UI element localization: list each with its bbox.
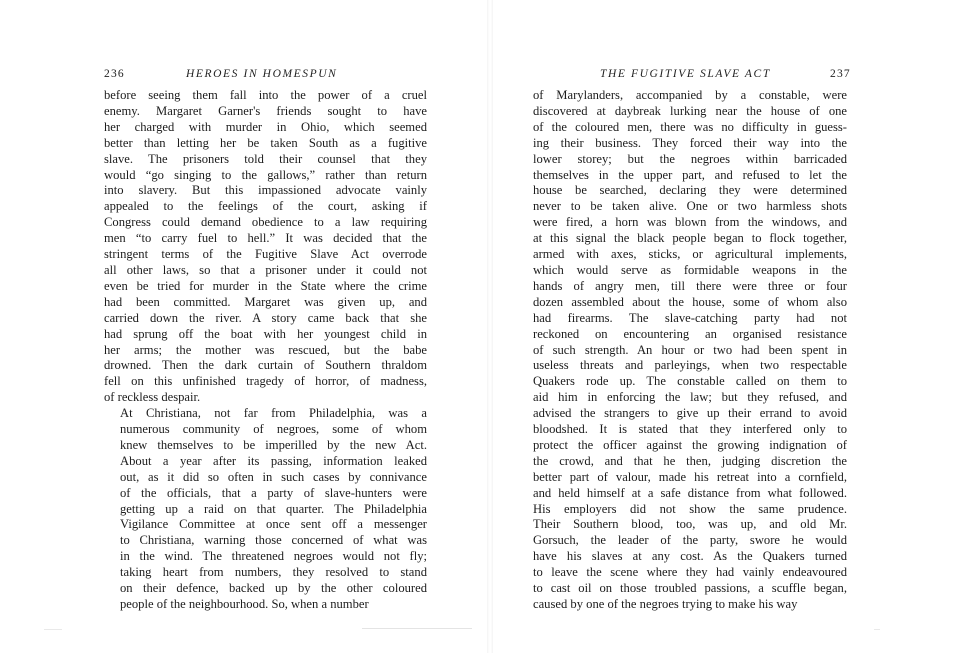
text-line: never to be taken alive. One or two harmless shots bbox=[533, 199, 847, 214]
text-line: advised the strangers to give up their errand to avoid bbox=[533, 406, 847, 421]
text-line: her charged with murder in Ohio, which seemed bbox=[104, 119, 427, 134]
text-line: Gorsuch, the leader of the party, swore he would bbox=[533, 533, 847, 548]
text-line: had been committed. Margaret was given up, and bbox=[104, 294, 427, 309]
text-line: appealed to the feelings of the court, asking if bbox=[104, 199, 427, 214]
text-line: knew themselves to be imperilled by the new Act. bbox=[120, 437, 427, 452]
right-running-head: THE FUGITIVE SLAVE ACT bbox=[600, 68, 771, 80]
text-line: His employers did not show the same prudence. bbox=[533, 501, 847, 516]
text-line: Their Southern blood, too, was up, and old Mr. bbox=[533, 517, 847, 532]
text-line: discovered at daybreak lurking near the house of one bbox=[533, 103, 847, 118]
text-line: house be searched, declaring they were determined bbox=[533, 183, 847, 198]
text-line: taking heart from numbers, they resolved to stand bbox=[120, 565, 427, 580]
text-line: all other laws, so that a prisoner under it could not bbox=[104, 262, 427, 277]
scan-artifact bbox=[874, 629, 880, 630]
text-line: and held himself at a safe distance from what followed. bbox=[533, 485, 847, 500]
text-line: the crowd, and that he then, judging discretion the bbox=[533, 453, 847, 468]
text-line: hands of angry men, till there were three or four bbox=[533, 278, 847, 293]
text-line: armed with axes, sticks, or agricultural implements, bbox=[533, 247, 847, 262]
text-line: bloodshed. It is stated that they interfered only to bbox=[533, 422, 847, 437]
text-line: in the wind. The threatened negroes would not fly; bbox=[120, 549, 427, 564]
text-line: protect the officer against the growing indignation of bbox=[533, 437, 847, 452]
text-line: of such strength. An hour or two had been spent in bbox=[533, 342, 847, 357]
text-line: have his slaves at any cost. As the Quakers turned bbox=[533, 549, 847, 564]
text-line: to leave the scene where they had vainly endeavoured bbox=[533, 565, 847, 580]
text-line: dozen assembled about the house, some of whom also bbox=[533, 294, 847, 309]
text-line: carried down the river. A story came back that she bbox=[104, 310, 427, 325]
text-line: At Christiana, not far from Philadelphia, was a bbox=[120, 406, 427, 421]
text-line: out, as it did so often in such cases by connivance bbox=[120, 469, 427, 484]
text-line: drowned. Then the dark curtain of Southern thraldom bbox=[104, 358, 427, 373]
text-line: slave. The prisoners told their counsel that they bbox=[104, 151, 427, 166]
text-line: were fired, a horn was blown from the windows, and bbox=[533, 215, 847, 230]
text-line: of the officials, that a party of slave-hunters were bbox=[120, 485, 427, 500]
text-line: had sprung off the boat with her youngest child in bbox=[104, 326, 427, 341]
text-line: into slavery. But this impassioned advocate vainly bbox=[104, 183, 427, 198]
text-line: men “to carry fuel to hell.” It was decided that the bbox=[104, 231, 427, 246]
text-line: getting up a raid on that quarter. The Philadelphia bbox=[120, 501, 427, 516]
text-line: of reckless despair. bbox=[104, 390, 201, 405]
left-page-text bbox=[104, 88, 427, 613]
left-page-number: 236 bbox=[104, 68, 125, 80]
text-line: to Christiana, warning those concerned of what was bbox=[120, 533, 427, 548]
text-line: Quakers rode up. The constable called on them to bbox=[533, 374, 847, 389]
text-line: of Marylanders, accompanied by a constable, were bbox=[533, 88, 847, 102]
text-line: her arms; the mother was rescued, but the babe bbox=[104, 342, 427, 357]
text-line: lower storey; but the negroes within barricaded bbox=[533, 151, 847, 166]
text-line: caused by one of the negroes trying to make his way bbox=[533, 597, 798, 611]
text-line: which would serve as formidable weapons in the bbox=[533, 262, 847, 277]
right-page-number: 237 bbox=[830, 68, 851, 80]
text-line: About a year after its passing, information leaked bbox=[120, 453, 427, 468]
text-line: themselves in the upper part, and refused to let the bbox=[533, 167, 847, 182]
text-line: enemy. Margaret Garner's friends sought to have bbox=[104, 103, 427, 118]
text-line: Vigilance Committee at once sent off a messenger bbox=[120, 517, 427, 532]
text-line: Congress could demand obedience to a law requiring bbox=[104, 215, 427, 230]
text-line: useless threats and parleyings, when two respectable bbox=[533, 358, 847, 373]
paragraph bbox=[533, 88, 847, 613]
text-line: at this signal the black people began to flock together, bbox=[533, 231, 847, 246]
text-line: better than letting her be taken South as a fugitive bbox=[104, 135, 427, 150]
text-line: would “go singing to the gallows,” rather than return bbox=[104, 167, 427, 182]
text-line: even be tried for murder in the State where the crime bbox=[104, 278, 427, 293]
left-running-head: HEROES IN HOMESPUN bbox=[186, 68, 338, 80]
right-page bbox=[490, 0, 980, 653]
text-line: ing their business. They forced their way into the bbox=[533, 135, 847, 150]
text-line: aid him in enforcing the law; but they refused, and bbox=[533, 390, 847, 405]
text-line: before seeing them fall into the power of a cruel bbox=[104, 88, 427, 102]
scan-artifact bbox=[44, 629, 62, 630]
text-line: had firearms. The slave-catching party had not bbox=[533, 310, 847, 325]
text-line: fell on this unfinished tragedy of horror, of madness, bbox=[104, 374, 427, 389]
text-line: to cast oil on those troubled passions, a scuffle began, bbox=[533, 581, 847, 596]
text-line: better part of valour, made his retreat into a cornfield, bbox=[533, 469, 847, 484]
text-line: reckoned on encountering an organised resistance bbox=[533, 326, 847, 341]
text-line: numerous community of negroes, some of whom bbox=[120, 422, 427, 437]
text-line: people of the neighbourhood. So, when a number bbox=[120, 597, 369, 611]
text-line: on their defence, backed up by the other coloured bbox=[120, 581, 427, 596]
text-line: of the coloured men, there was no difficulty in guess- bbox=[533, 119, 847, 134]
text-line: stringent terms of the Fugitive Slave Act overrode bbox=[104, 247, 427, 262]
paragraph bbox=[104, 88, 427, 406]
paragraph bbox=[104, 406, 427, 613]
scan-artifact bbox=[362, 628, 472, 629]
right-page-text bbox=[533, 88, 847, 613]
